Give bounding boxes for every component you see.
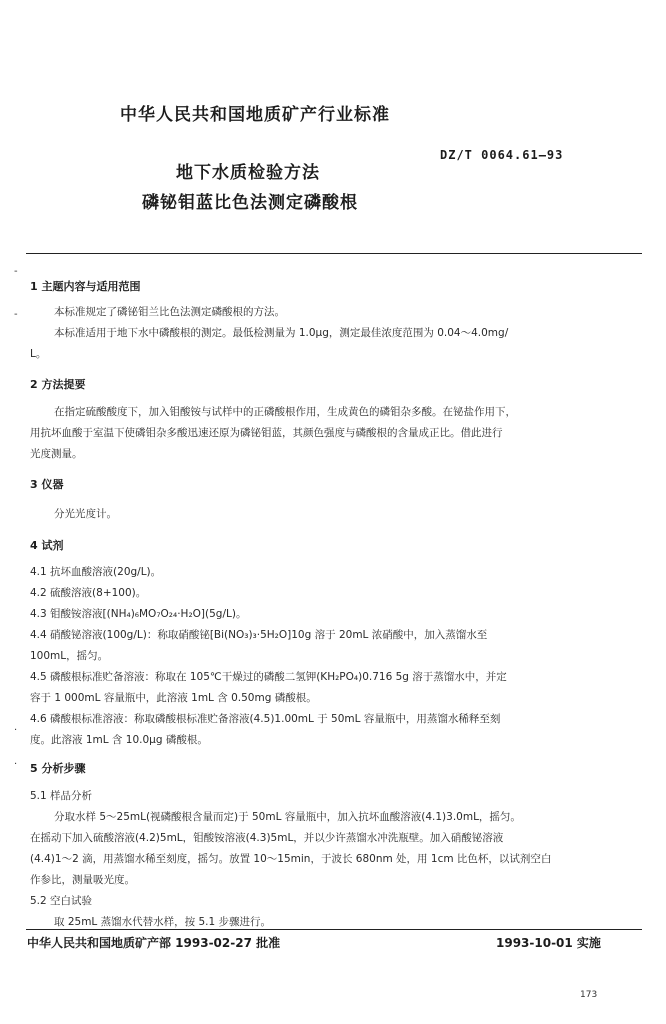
body-line: 度。此溶液 1mL 含 10.0μg 磷酸根。 [30,734,208,746]
page-number: 173 [580,990,598,1000]
body-line: 取 25mL 蒸馏水代替水样，按 5.1 步骤进行。 [54,916,271,928]
body-line: 分取水样 5～25mL(视磷酸根含量而定)于 50mL 容量瓶中，加入抗坏血酸溶液(4.1)3.0mL，摇匀。 [54,811,521,823]
section-heading: 3 仪器 [30,478,64,491]
section-heading: 5 分析步骤 [30,762,86,775]
document-title-line-1: 地下水质检验方法 [176,163,320,183]
body-line: 4.3 钼酸铵溶液[(NH₄)₆MO₇O₂₄·H₂O](5g/L)。 [30,608,247,620]
body-line: 本标准规定了磷铋钼兰比色法测定磷酸根的方法。 [54,306,285,318]
margin-mark: . [14,722,18,733]
section-heading: 2 方法提要 [30,378,86,391]
standard-number: DZ/T 0064.61—93 [440,148,564,162]
body-line: 在摇动下加入硫酸溶液(4.2)5mL，钼酸铵溶液(4.3)5mL，并以少许蒸馏水冲洗瓶壁。加入硝酸铋溶液 [30,832,504,844]
body-line: 作参比，测量吸光度。 [30,874,135,886]
body-line: 在指定硫酸酸度下，加入钼酸铵与试样中的正磷酸根作用，生成黄色的磷钼杂多酸。在铋盐作用下， [54,406,516,418]
body-line: 4.6 磷酸根标准溶液：称取磷酸根标准贮备溶液(4.5)1.00mL 于 50mL 容量瓶中，用蒸馏水稀释至刻 [30,713,501,725]
document-title-line-2: 磷铋钼蓝比色法测定磷酸根 [142,193,358,213]
body-line: (4.4)1～2 滴，用蒸馏水稀至刻度，摇匀。放置 10～15min，于波长 680nm 处，用 1cm 比色杯，以试剂空白 [30,853,552,865]
section-heading: 1 主题内容与适用范围 [30,280,141,293]
body-line: 本标准适用于地下水中磷酸根的测定。最低检测量为 1.0μg，测定最佳浓度范围为 0.04～4.0mg/ [54,327,509,339]
subsection-heading: 5.2 空白试验 [30,895,93,907]
subsection-heading: 5.1 样品分析 [30,790,93,802]
body-line: 容于 1 000mL 容量瓶中，此溶液 1mL 含 0.50mg 磷酸根。 [30,692,317,704]
body-line: L。 [30,348,47,360]
header-rule [26,253,642,254]
body-line: 4.1 抗坏血酸溶液(20g/L)。 [30,566,162,578]
body-line: 4.2 硫酸溶液(8+100)。 [30,587,147,599]
body-line: 100mL，摇匀。 [30,650,109,662]
standard-organization: 中华人民共和国地质矿产行业标准 [120,105,390,125]
margin-mark: - [14,309,18,320]
margin-mark: - [14,266,18,277]
body-line: 用抗坏血酸于室温下使磷钼杂多酸迅速还原为磷铋钼蓝，其颜色强度与磷酸根的含量成正比。借此进行 [30,427,503,439]
margin-mark: . [14,756,18,767]
body-line: 4.5 磷酸根标准贮备溶液：称取在 105℃干燥过的磷酸二氢钾(KH₂PO₄)0.716 5g 溶于蒸馏水中，并定 [30,671,507,683]
body-line: 光度测量。 [30,448,83,460]
section-heading: 4 试剂 [30,539,64,552]
footer-rule [26,929,642,930]
body-line: 4.4 硝酸铋溶液(100g/L)：称取硝酸铋[Bi(NO₃)₃·5H₂O]10g 溶于 20mL 浓硝酸中，加入蒸馏水至 [30,629,488,641]
effective-date: 1993-10-01 实施 [496,936,601,950]
body-line: 分光光度计。 [54,508,117,520]
approval-date: 中华人民共和国地质矿产部 1993-02-27 批准 [27,936,281,950]
